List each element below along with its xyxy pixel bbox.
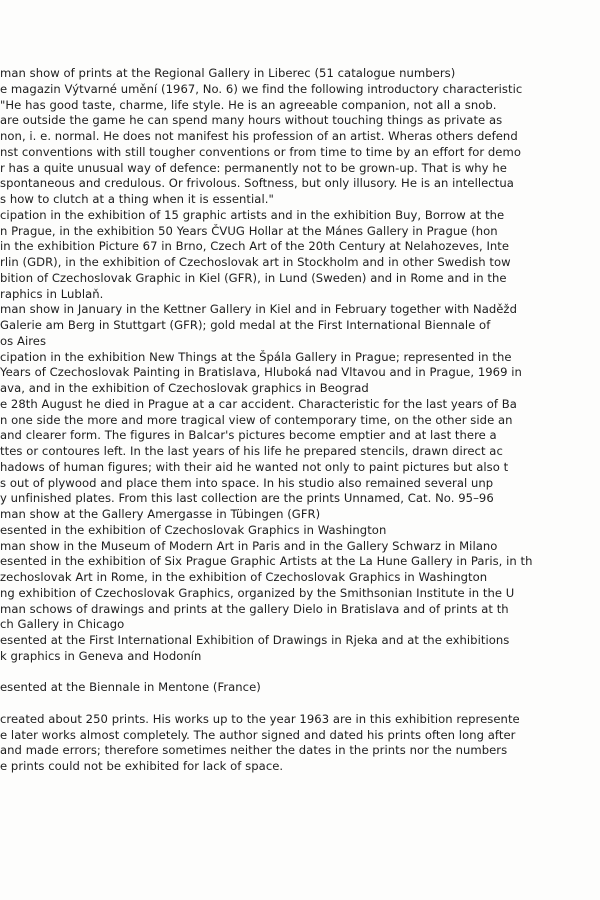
text-line: cipation in the exhibition New Things at the Špála Gallery in Prague; represented in the	[0, 349, 512, 364]
text-line: r has a quite unusual way of defence: permanently not to be grown-up. That is why he	[0, 160, 507, 175]
blank-line	[0, 665, 600, 681]
text-line: s out of plywood and place them into space. In his studio also remained several unp	[0, 475, 494, 490]
text-line: k graphics in Geneva and Hodonín	[0, 648, 202, 663]
text-line: zechoslovak Art in Rome, in the exhibition of Czechoslovak Graphics in Washington	[0, 570, 488, 584]
text-line: s how to clutch at a thing when it is essential."	[0, 192, 274, 206]
text-line: ch Gallery in Chicago	[0, 617, 125, 632]
text-line: "He has good taste, charme, life style. He is an agreeable companion, not all a snob.	[0, 97, 497, 112]
text-line: esented in the exhibition of Six Prague Graphic Artists at the La Hune Gallery in Paris, in th	[0, 554, 533, 569]
text-line: esented at the First International Exhibition of Drawings in Rjeka and at the exhibitions	[0, 633, 510, 647]
text-line: bition of Czechoslovak Graphic in Kiel (GFR), in Lund (Sweden) and in Rome and in the	[0, 270, 507, 285]
text-line: man schows of drawings and prints at the gallery Dielo in Bratislava and of prints at th	[0, 601, 509, 616]
text-line: n Prague, in the exhibition 50 Years ČVUG Hollar at the Mánes Gallery in Prague (hon	[0, 223, 498, 238]
text-line: ttes or contoures left. In the last years of his life he prepared stencils, drawn direct ac	[0, 444, 503, 458]
text-line: spontaneous and credulous. Or frivolous. Softness, but only illusory. He is an intellectua	[0, 176, 514, 191]
text-line: non, i. e. normal. He does not manifest his profession of an artist. Wheras others defend	[0, 129, 518, 143]
text-line: Galerie am Berg in Stuttgart (GFR); gold medal at the First International Biennale of	[0, 318, 491, 332]
text-line: e prints could not be exhibited for lack of space.	[0, 759, 284, 773]
text-line: in the exhibition Picture 67 in Brno, Czech Art of the 20th Century at Nelahozeves, Inte	[0, 239, 510, 254]
text-line: are outside the game he can spend many hours without touching things as private as	[0, 113, 503, 128]
text-line: rlin (GDR), in the exhibition of Czechoslovak art in Stockholm and in other Swedish tow	[0, 255, 511, 269]
text-line: esented in the exhibition of Czechoslovak Graphics in Washington	[0, 522, 387, 537]
text-body	[0, 66, 600, 775]
text-line: man show at the Gallery Amergasse in Tübingen (GFR)	[0, 507, 321, 521]
blank-line	[0, 696, 600, 712]
text-line: cipation in the exhibition of 15 graphic artists and in the exhibition Buy, Borrow at the	[0, 207, 505, 222]
text-line: created about 250 prints. His works up to the year 1963 are in this exhibition represente	[0, 711, 520, 726]
text-line: man show in January in the Kettner Gallery in Kiel and in February together with Naděžd	[0, 302, 517, 317]
text-line: man show in the Museum of Modern Art in Paris and in the Gallery Schwarz in Milano	[0, 538, 498, 553]
text-line: Years of Czechoslovak Painting in Bratislava, Hluboká nad Vltavou and in Prague, 1969 in	[0, 365, 522, 380]
text-line: os Aires	[0, 333, 47, 348]
text-line: and clearer form. The figures in Balcar's pictures become emptier and at last there a	[0, 428, 497, 443]
text-line: e 28th August he died in Prague at a car accident. Characteristic for the last years of Ba	[0, 396, 517, 411]
text-line: nst conventions with still tougher conventions or from time to time by an effort for demo	[0, 144, 521, 159]
text-line: n one side the more and more tragical view of contemporary time, on the other side an	[0, 412, 513, 427]
text-line: hadows of human figures; with their aid he wanted not only to paint pictures but also t	[0, 459, 509, 474]
text-line: and made errors; therefore sometimes neither the dates in the prints nor the numbers	[0, 743, 508, 758]
text-line: esented at the Biennale in Mentone (France)	[0, 680, 261, 695]
text-line: man show of prints at the Regional Gallery in Liberec (51 catalogue numbers)	[0, 66, 456, 80]
text-line: e later works almost completely. The author signed and dated his prints often long after	[0, 727, 516, 742]
text-line: y unfinished plates. From this last collection are the prints Unnamed, Cat. No. 95–96	[0, 491, 494, 506]
text-line: ng exhibition of Czechoslovak Graphics, organized by the Smithsonian Institute in the U	[0, 585, 515, 600]
text-line: ava, and in the exhibition of Czechoslovak graphics in Beograd	[0, 381, 369, 395]
text-line: e magazin Výtvarné umění (1967, No. 6) we find the following introductory characteristic	[0, 81, 523, 96]
text-line: raphics in Lublaň.	[0, 286, 104, 301]
